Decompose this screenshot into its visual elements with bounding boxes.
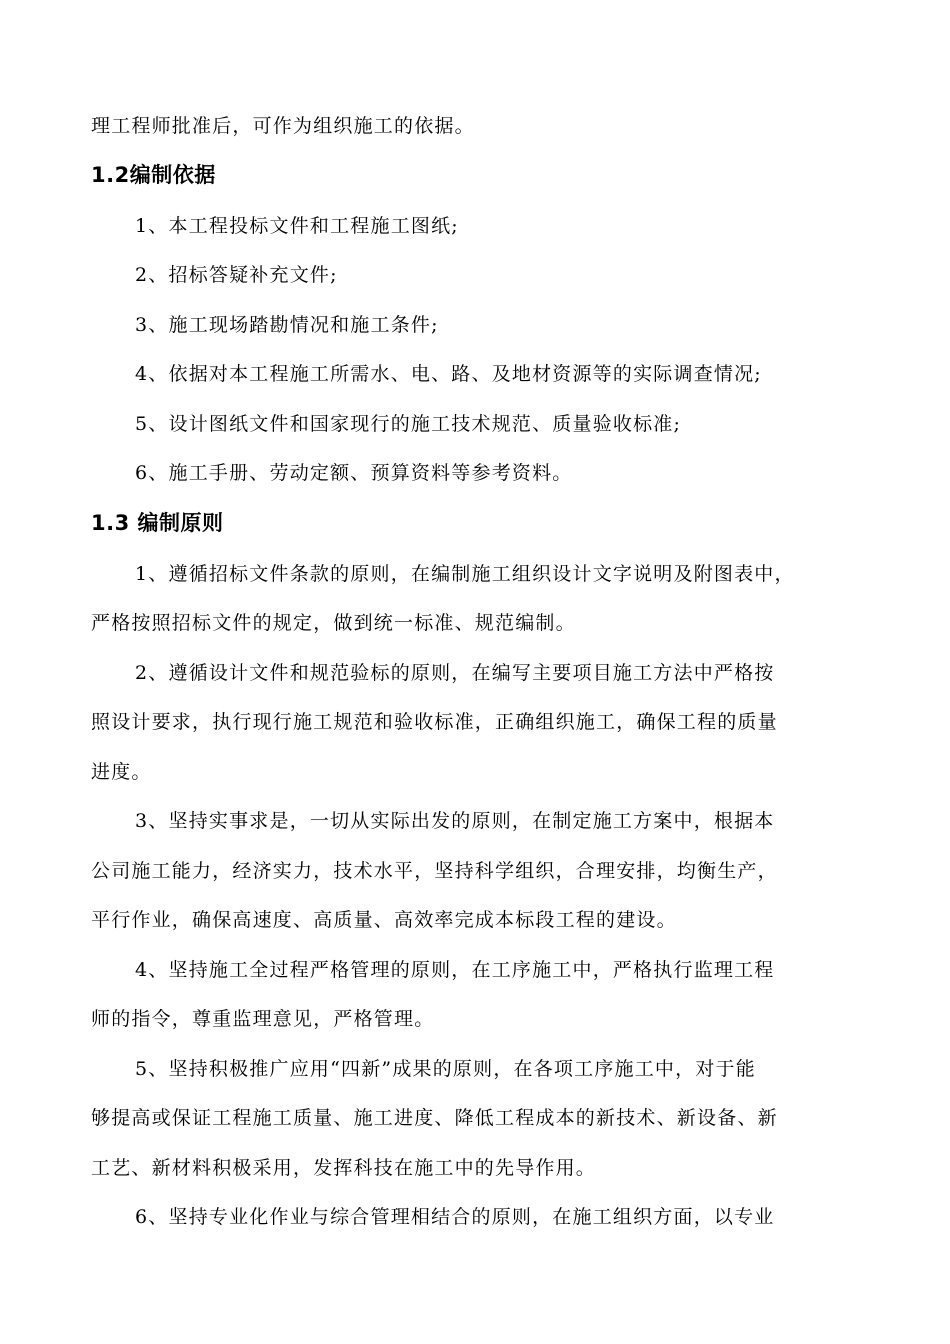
principle-line: 师的指令，尊重监理意见，严格管理。 [91, 1008, 435, 1030]
intro-line: 理工程师批准后，可作为组织施工的依据。 [91, 115, 475, 137]
principle-line: 工艺、新材料积极采用，发挥科技在施工中的先导作用。 [91, 1157, 597, 1179]
basis-item: 1、本工程投标文件和工程施工图纸; [135, 215, 459, 237]
basis-item: 6、施工手册、劳动定额、预算资料等参考资料。 [135, 462, 573, 484]
basis-item: 4、依据对本工程施工所需水、电、路、及地材资源等的实际调查情况; [135, 363, 762, 385]
principle-line: 严格按照招标文件的规定，做到统一标准、规范编制。 [91, 612, 576, 634]
principle-line: 5、坚持积极推广应用“四新”成果的原则，在各项工序施工中，对于能 [135, 1058, 756, 1080]
principle-line: 2、遵循设计文件和规范验标的原则，在编写主要项目施工方法中严格按 [135, 662, 775, 684]
principle-line: 4、坚持施工全过程严格管理的原则，在工序施工中，严格执行监理工程 [135, 959, 775, 981]
section-heading-basis: 1.2编制依据 [91, 163, 216, 187]
basis-item: 2、招标答疑补充文件; [135, 264, 338, 286]
principle-line: 平行作业，确保高速度、高质量、高效率完成本标段工程的建设。 [91, 909, 677, 931]
basis-item: 5、设计图纸文件和国家现行的施工技术规范、质量验收标准; [135, 413, 682, 435]
principle-line: 公司施工能力，经济实力，技术水平，坚持科学组织，合理安排，均衡生产， [91, 860, 778, 882]
principle-line: 进度。 [91, 761, 152, 783]
principle-line: 1、遵循招标文件条款的原则，在编制施工组织设计文字说明及附图表中， [135, 563, 795, 585]
basis-item: 3、施工现场踏勘情况和施工条件; [135, 314, 439, 336]
principle-line: 够提高或保证工程施工质量、施工进度、降低工程成本的新技术、新设备、新 [91, 1107, 778, 1129]
principle-line: 3、坚持实事求是，一切从实际出发的原则，在制定施工方案中，根据本 [135, 810, 775, 832]
principle-line: 6、坚持专业化作业与综合管理相结合的原则，在施工组织方面，以专业 [135, 1206, 775, 1228]
principle-line: 照设计要求，执行现行施工规范和验收标准，正确组织施工，确保工程的质量 [91, 711, 778, 733]
section-heading-principles: 1.3 编制原则 [91, 511, 224, 535]
